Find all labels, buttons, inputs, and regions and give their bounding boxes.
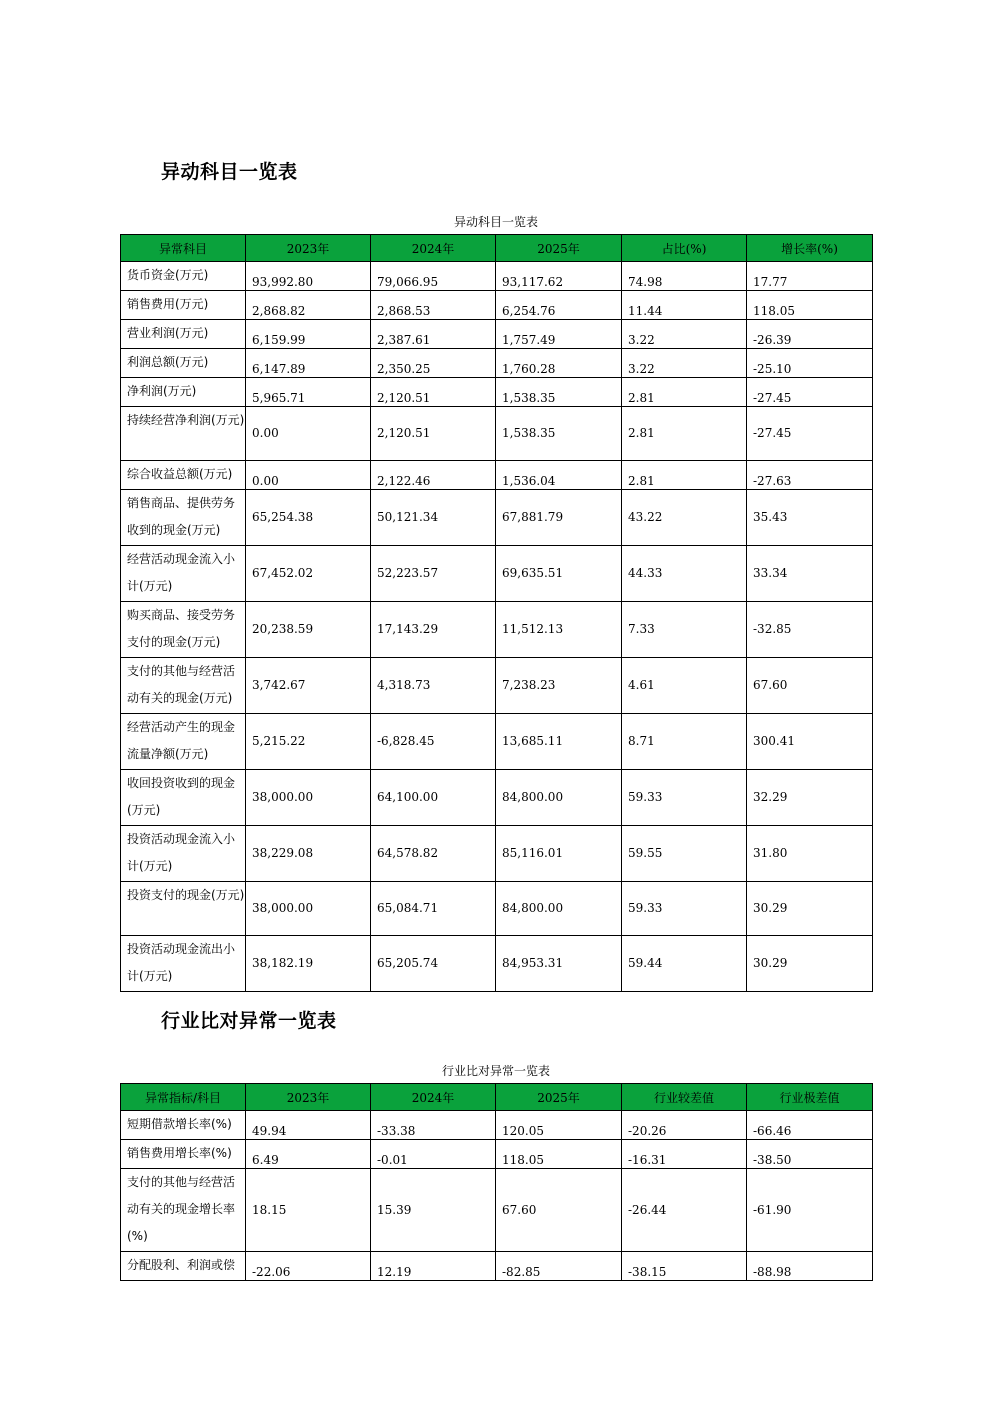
table-row	[121, 490, 873, 546]
row-label: 营业利润(万元)	[121, 320, 246, 349]
table-cell: 67.60	[747, 658, 873, 714]
row-label: 分配股利、利润或偿	[121, 1252, 246, 1281]
table-cell: 1,538.35	[496, 378, 622, 407]
table-cell: 1,536.04	[496, 461, 622, 490]
row-label: 购买商品、接受劳务支付的现金(万元)	[121, 602, 246, 658]
table-cell: -27.63	[747, 461, 873, 490]
table-cell: -38.50	[747, 1140, 873, 1169]
section2-heading: 行业比对异常一览表	[161, 1010, 337, 1032]
row-label: 短期借款增长率(%)	[121, 1111, 246, 1140]
table-cell: -61.90	[747, 1169, 873, 1252]
column-header: 2025年	[496, 1084, 622, 1111]
table-cell: 6.49	[246, 1140, 371, 1169]
table-cell: 12.19	[371, 1252, 496, 1281]
table-cell: 52,223.57	[371, 546, 496, 602]
table-cell: 67.60	[496, 1169, 622, 1252]
table-header-row	[121, 235, 873, 262]
table-cell: 31.80	[747, 826, 873, 882]
table-cell: 300.41	[747, 714, 873, 770]
table-row	[121, 546, 873, 602]
table-cell: 17,143.29	[371, 602, 496, 658]
table-cell: 33.34	[747, 546, 873, 602]
table-cell: 93,117.62	[496, 262, 622, 291]
table-row	[121, 658, 873, 714]
table-cell: 11,512.13	[496, 602, 622, 658]
column-header: 2023年	[246, 235, 371, 262]
row-label: 销售费用增长率(%)	[121, 1140, 246, 1169]
table-cell: 69,635.51	[496, 546, 622, 602]
table-cell: -22.06	[246, 1252, 371, 1281]
table-row	[121, 714, 873, 770]
table-cell: 44.33	[622, 546, 747, 602]
column-header: 2025年	[496, 235, 622, 262]
table-row	[121, 262, 873, 291]
table-cell: 59.44	[622, 936, 747, 992]
table-row	[121, 461, 873, 490]
table-row	[121, 882, 873, 936]
table-cell: 11.44	[622, 291, 747, 320]
table-cell: 3,742.67	[246, 658, 371, 714]
table-cell: -32.85	[747, 602, 873, 658]
table-cell: 32.29	[747, 770, 873, 826]
table-cell: -0.01	[371, 1140, 496, 1169]
table-cell: -16.31	[622, 1140, 747, 1169]
table-row	[121, 602, 873, 658]
table-row	[121, 1169, 873, 1252]
table-cell: 30.29	[747, 936, 873, 992]
table-cell: 15.39	[371, 1169, 496, 1252]
table-cell: -88.98	[747, 1252, 873, 1281]
table-cell: 59.33	[622, 882, 747, 936]
table-cell: 50,121.34	[371, 490, 496, 546]
table-cell: 67,881.79	[496, 490, 622, 546]
table-row	[121, 1252, 873, 1281]
table-cell: -66.46	[747, 1111, 873, 1140]
table-cell: -25.10	[747, 349, 873, 378]
table-cell: 3.22	[622, 320, 747, 349]
row-label: 综合收益总额(万元)	[121, 461, 246, 490]
row-label: 利润总额(万元)	[121, 349, 246, 378]
industry-comparison-table	[120, 1083, 873, 1281]
table-cell: 38,182.19	[246, 936, 371, 992]
table-cell: 18.15	[246, 1169, 371, 1252]
table-cell: 2,120.51	[371, 407, 496, 461]
anomaly-accounts-table	[120, 234, 873, 992]
column-header: 行业较差值	[622, 1084, 747, 1111]
table-cell: -26.44	[622, 1169, 747, 1252]
column-header: 异常科目	[121, 235, 246, 262]
table-cell: -38.15	[622, 1252, 747, 1281]
table-cell: 2,387.61	[371, 320, 496, 349]
row-label: 净利润(万元)	[121, 378, 246, 407]
row-label: 收回投资收到的现金(万元)	[121, 770, 246, 826]
table-cell: 120.05	[496, 1111, 622, 1140]
table-cell: -27.45	[747, 378, 873, 407]
table-cell: 84,800.00	[496, 882, 622, 936]
table-cell: 6,147.89	[246, 349, 371, 378]
column-header: 2023年	[246, 1084, 371, 1111]
table-cell: 1,760.28	[496, 349, 622, 378]
column-header: 增长率(%)	[747, 235, 873, 262]
table-cell: 30.29	[747, 882, 873, 936]
table-cell: 17.77	[747, 262, 873, 291]
table-cell: -20.26	[622, 1111, 747, 1140]
table-row	[121, 407, 873, 461]
table-row	[121, 378, 873, 407]
table-cell: 20,238.59	[246, 602, 371, 658]
row-label: 经营活动现金流入小计(万元)	[121, 546, 246, 602]
table-cell: 1,757.49	[496, 320, 622, 349]
section1-heading: 异动科目一览表	[161, 161, 298, 183]
table-cell: 43.22	[622, 490, 747, 546]
table-row	[121, 826, 873, 882]
table-cell: 7,238.23	[496, 658, 622, 714]
table-cell: 0.00	[246, 407, 371, 461]
table-cell: 38,229.08	[246, 826, 371, 882]
table-cell: 38,000.00	[246, 770, 371, 826]
table-cell: 118.05	[496, 1140, 622, 1169]
row-label: 投资活动现金流入小计(万元)	[121, 826, 246, 882]
table-cell: 2,350.25	[371, 349, 496, 378]
column-header: 占比(%)	[622, 235, 747, 262]
table-row	[121, 291, 873, 320]
table-cell: 59.55	[622, 826, 747, 882]
table-cell: 2.81	[622, 378, 747, 407]
table-cell: 6,159.99	[246, 320, 371, 349]
row-label: 销售费用(万元)	[121, 291, 246, 320]
row-label: 支付的其他与经营活动有关的现金增长率(%)	[121, 1169, 246, 1252]
table-cell: 6,254.76	[496, 291, 622, 320]
table-cell: 64,100.00	[371, 770, 496, 826]
table-cell: -33.38	[371, 1111, 496, 1140]
table-cell: 65,254.38	[246, 490, 371, 546]
table-row	[121, 320, 873, 349]
table-cell: 2.81	[622, 461, 747, 490]
table-cell: 13,685.11	[496, 714, 622, 770]
table-cell: -27.45	[747, 407, 873, 461]
table-row	[121, 1140, 873, 1169]
table-cell: 84,800.00	[496, 770, 622, 826]
table-header-row	[121, 1084, 873, 1111]
table-cell: 2,122.46	[371, 461, 496, 490]
table-cell: 8.71	[622, 714, 747, 770]
table-cell: 74.98	[622, 262, 747, 291]
table-cell: 2,868.53	[371, 291, 496, 320]
table-cell: 2,120.51	[371, 378, 496, 407]
table-cell: -6,828.45	[371, 714, 496, 770]
column-header: 2024年	[371, 1084, 496, 1111]
table-cell: 2,868.82	[246, 291, 371, 320]
table-cell: 59.33	[622, 770, 747, 826]
table-cell: 49.94	[246, 1111, 371, 1140]
row-label: 货币资金(万元)	[121, 262, 246, 291]
column-header: 行业极差值	[747, 1084, 873, 1111]
table-cell: -26.39	[747, 320, 873, 349]
table-cell: 65,205.74	[371, 936, 496, 992]
row-label: 投资支付的现金(万元)	[121, 882, 246, 936]
row-label: 持续经营净利润(万元)	[121, 407, 246, 461]
column-header: 异常指标/科目	[121, 1084, 246, 1111]
table-cell: 84,953.31	[496, 936, 622, 992]
table-row	[121, 1111, 873, 1140]
table-cell: 65,084.71	[371, 882, 496, 936]
table-cell: 5,965.71	[246, 378, 371, 407]
table-cell: 7.33	[622, 602, 747, 658]
table-cell: -82.85	[496, 1252, 622, 1281]
table-cell: 4,318.73	[371, 658, 496, 714]
table-cell: 0.00	[246, 461, 371, 490]
table-cell: 85,116.01	[496, 826, 622, 882]
table-row	[121, 770, 873, 826]
table-cell: 64,578.82	[371, 826, 496, 882]
table-row	[121, 349, 873, 378]
table-cell: 67,452.02	[246, 546, 371, 602]
table-cell: 2.81	[622, 407, 747, 461]
row-label: 销售商品、提供劳务收到的现金(万元)	[121, 490, 246, 546]
row-label: 经营活动产生的现金流量净额(万元)	[121, 714, 246, 770]
table-cell: 38,000.00	[246, 882, 371, 936]
table-cell: 5,215.22	[246, 714, 371, 770]
table-cell: 79,066.95	[371, 262, 496, 291]
table-cell: 3.22	[622, 349, 747, 378]
row-label: 投资活动现金流出小计(万元)	[121, 936, 246, 992]
table-cell: 1,538.35	[496, 407, 622, 461]
table-cell: 4.61	[622, 658, 747, 714]
column-header: 2024年	[371, 235, 496, 262]
table-row	[121, 936, 873, 992]
row-label: 支付的其他与经营活动有关的现金(万元)	[121, 658, 246, 714]
table-cell: 35.43	[747, 490, 873, 546]
section1-caption: 异动科目一览表	[453, 215, 538, 229]
table-cell: 93,992.80	[246, 262, 371, 291]
section2-caption: 行业比对异常一览表	[441, 1064, 550, 1078]
table-cell: 118.05	[747, 291, 873, 320]
